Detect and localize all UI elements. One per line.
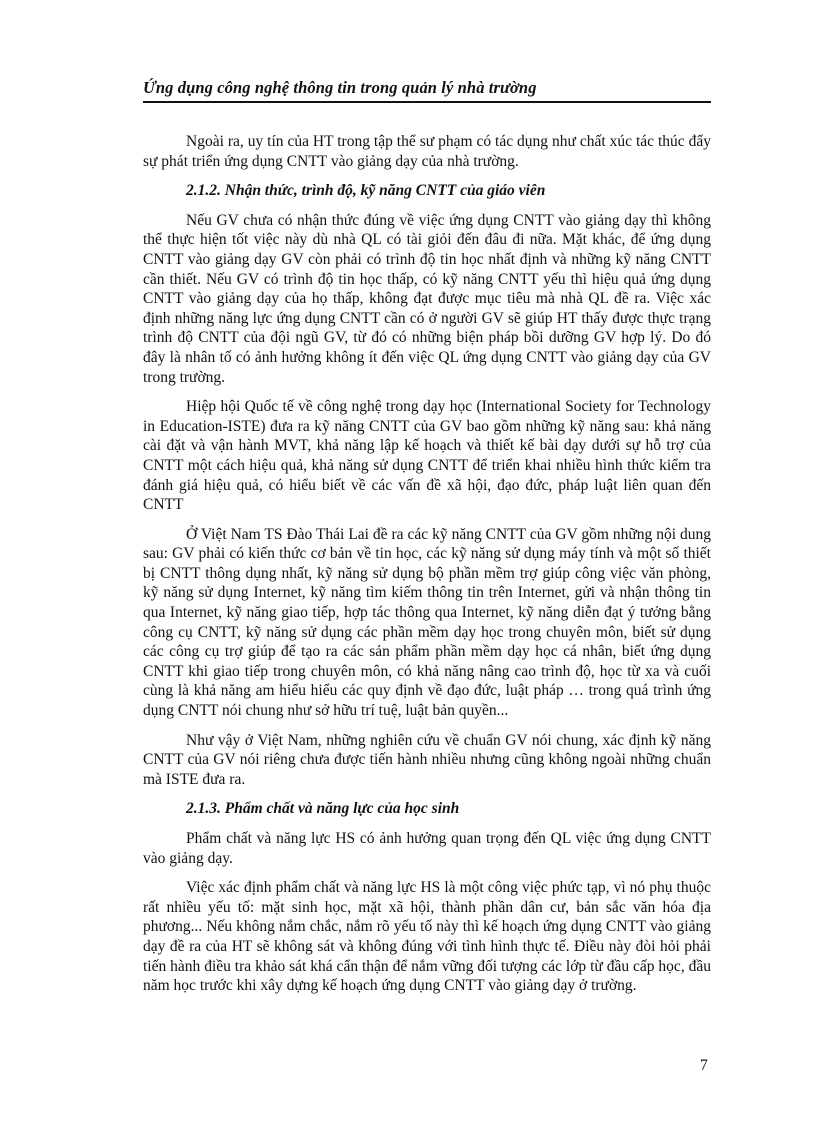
paragraph-1: Ngoài ra, uy tín của HT trong tập thể sư phạm có tác dụng như chất xúc tác thúc đẩy sự phát triển ứng dụng CNTT vào giảng dạy của nhà trường. [143,133,711,170]
page-header [143,78,711,102]
page-number: 7 [700,1057,708,1074]
paragraph-4: Ở Việt Nam TS Đào Thái Lai đề ra các kỹ năng CNTT của GV gồm những nội dung sau: GV phải có kiến thức cơ bản về tin học, các kỹ năng sử dụng máy tính và một số thiết bị CNTT thông dụng nhất, kỹ năng sử dụng bộ phần mềm trợ giúp công việc văn phòng, kỹ năng sử dụng Internet, kỹ năng tìm kiếm thông tin trên Internet, gửi và nhận thông tin qua Internet, kỹ năng giao tiếp, hợp tác thông qua Internet, kỹ năng diễn đạt ý tưởng bằng công cụ CNTT, kỹ năng sử dụng các phần mềm dạy học trong chuyên môn, biết sử dụng các công cụ trợ giúp để tạo ra các sản phẩm phần mềm dạy học cá nhân, biết ứng dụng CNTT khi giao tiếp trong chuyên môn, có khả năng nâng cao trình độ, học từ xa và cuối cùng là khả năng am hiểu hiểu các quy định về đạo đức, luật pháp … trong quá trình ứng dụng CNTT nói chung như sở hữu trí tuệ, luật bản quyền... [143,525,711,720]
paragraph-6: Phẩm chất và năng lực HS có ảnh hưởng quan trọng đến QL việc ứng dụng CNTT vào giảng dạy. [143,830,711,867]
paragraph-5: Như vậy ở Việt Nam, những nghiên cứu về chuẩn GV nói chung, xác định kỹ năng CNTT của GV nói riêng chưa được tiến hành nhiều nhưng cũng không ngoài những chuẩn mà ISTE đưa ra. [143,731,711,788]
paragraph-3: Hiệp hội Quốc tế về công nghệ trong dạy học (International Society for Technology in Education-ISTE) đưa ra kỹ năng CNTT của GV bao gồm những kỹ năng sau: khả năng cài đặt và vận hành MVT, khả năng lập kế hoạch và thiết kế bài dạy dưới sự hỗ trợ của CNTT một cách hiệu quả, khả năng sử dụng CNTT để triển khai nhiều hình thức kiểm tra đánh giá hiệu quả, có hiểu biết về các vấn đề xã hội, đạo đức, pháp luật liên quan đến CNTT [143,398,711,514]
paragraph-7: Việc xác định phẩm chất và năng lực HS là một công việc phức tạp, vì nó phụ thuộc rất nhiều yếu tố: mặt sinh học, mặt xã hội, thành phần dân cư, bản sắc văn hóa địa phương... Nếu không nắm chắc, nắm rõ yếu tố này thì kế hoạch ứng dụng CNTT vào giảng dạy đề ra của HT sẽ không sát và không đúng với tình hình thực tế. Điều này đòi hỏi phải tiến hành điều tra khảo sát khá cẩn thận để nắm vững đối tượng các lớp từ đầu cấp học, đầu năm học trước khi xây dựng kế hoạch ứng dụng CNTT vào giảng dạy ở trường. [143,879,711,995]
paragraph-2: Nếu GV chưa có nhận thức đúng về việc ứng dụng CNTT vào giảng dạy thì không thể thực hiện tốt việc này dù nhà QL có tài giỏi đến đâu đi nữa. Mặt khác, để ứng dụng CNTT vào giảng dạy GV còn phải có trình độ tin học nhất định và những kỹ năng CNTT cần thiết. Nếu GV có trình độ tin học thấp, có kỹ năng CNTT yếu thì hiệu quả ứng dụng CNTT vào giảng dạy của họ thấp, không đạt được mục tiêu mà nhà QL đề ra. Việc xác định những năng lực ứng dụng CNTT cần có ở người GV sẽ giúp HT thấy được thực trạng trình độ CNTT của đội ngũ GV, từ đó có những biện pháp bồi dưỡng GV hợp lý. Do đó đây là nhân tố có ảnh hưởng không ít đến việc QL ứng dụng CNTT vào giảng dạy của GV trong trường. [143,211,711,386]
section-heading-2-1-2: 2.1.2. Nhận thức, trình độ, kỹ năng CNTT của giáo viên [186,182,546,200]
document-body [143,132,711,1006]
section-heading-2-1-3: 2.1.3. Phẩm chất và năng lực của học sinh [186,800,460,818]
header-rule [143,101,711,103]
running-title: Ứng dụng công nghệ thông tin trong quản lý nhà trường [143,78,537,97]
